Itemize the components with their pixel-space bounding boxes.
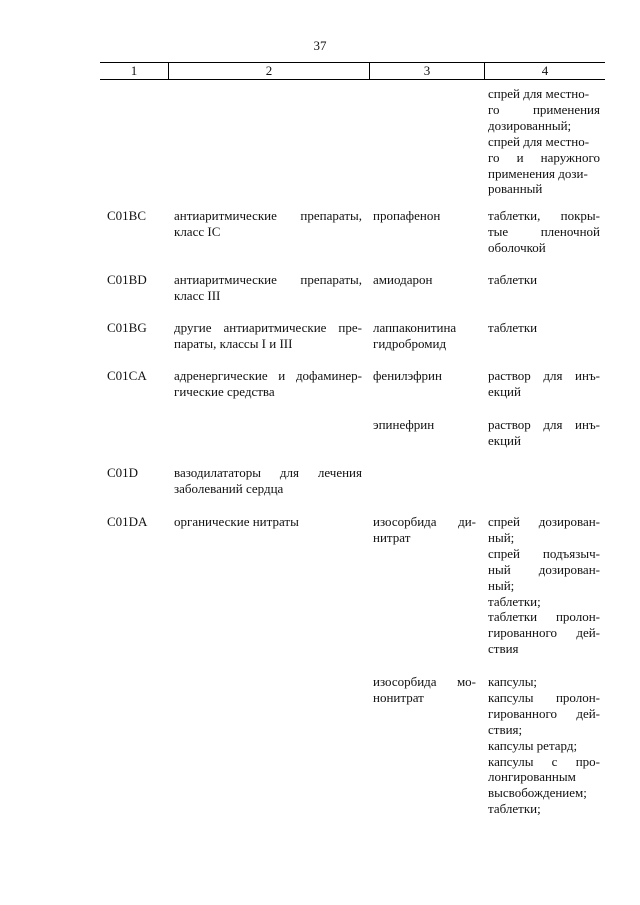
dosage-form: таблетки, покры- тые пленочной оболочкой: [488, 208, 600, 255]
drug-name: эпинефрин: [373, 417, 435, 432]
dosage-form: капсулы; капсулы пролон- гированного дей- ствия; капсулы ретард; капсулы с про- лонгированным высвобождением; таблетки;: [488, 674, 600, 817]
group-description: вазодилататоры для лечения заболеваний сердца: [174, 465, 362, 496]
atc-code: C01BD: [107, 272, 147, 287]
dosage-form: спрей дозирован- ный; спрей подъязыч- ный дозирован- ный; таблетки; таблетки пролон- гированного дей- ствия: [488, 514, 600, 657]
group-description: органические нитраты: [174, 514, 299, 529]
group-description: антиаритмические препараты, класс IC: [174, 208, 362, 239]
drug-name: пропафенон: [373, 208, 441, 223]
drug-name: изосорбида ди- нитрат: [373, 514, 476, 545]
column-number-3: 3: [369, 63, 484, 79]
atc-code: C01BG: [107, 320, 147, 335]
column-number-2: 2: [168, 63, 369, 79]
dosage-form: таблетки: [488, 272, 538, 287]
drug-name: амиодарон: [373, 272, 433, 287]
dosage-form: таблетки: [488, 320, 538, 335]
drug-name: изосорбида мо- нонитрат: [373, 674, 476, 705]
group-description: другие антиаритмические пре- параты, классы I и III: [174, 320, 362, 351]
continued-dosage-forms: спрей для местно- го применения дозированный; спрей для местно- го и наружного применения дози- рованный: [488, 86, 600, 197]
page-number: 37: [313, 38, 327, 53]
column-number-1: 1: [130, 63, 138, 78]
drug-name: лаппаконитина гидробромид: [373, 320, 457, 351]
atc-code: C01DA: [107, 514, 148, 529]
dosage-form: раствор для инъ- екций: [488, 368, 600, 399]
drug-name: фенилэфрин: [373, 368, 442, 383]
table-header-row: [100, 62, 605, 80]
group-description: адренергические и дофаминер- гические средства: [174, 368, 362, 399]
group-description: антиаритмические препараты, класс III: [174, 272, 362, 303]
dosage-form: раствор для инъ- екций: [488, 417, 600, 448]
column-number-4: 4: [484, 63, 605, 79]
atc-code: C01D: [107, 465, 139, 480]
atc-code: C01CA: [107, 368, 147, 383]
atc-code: C01BC: [107, 208, 147, 223]
